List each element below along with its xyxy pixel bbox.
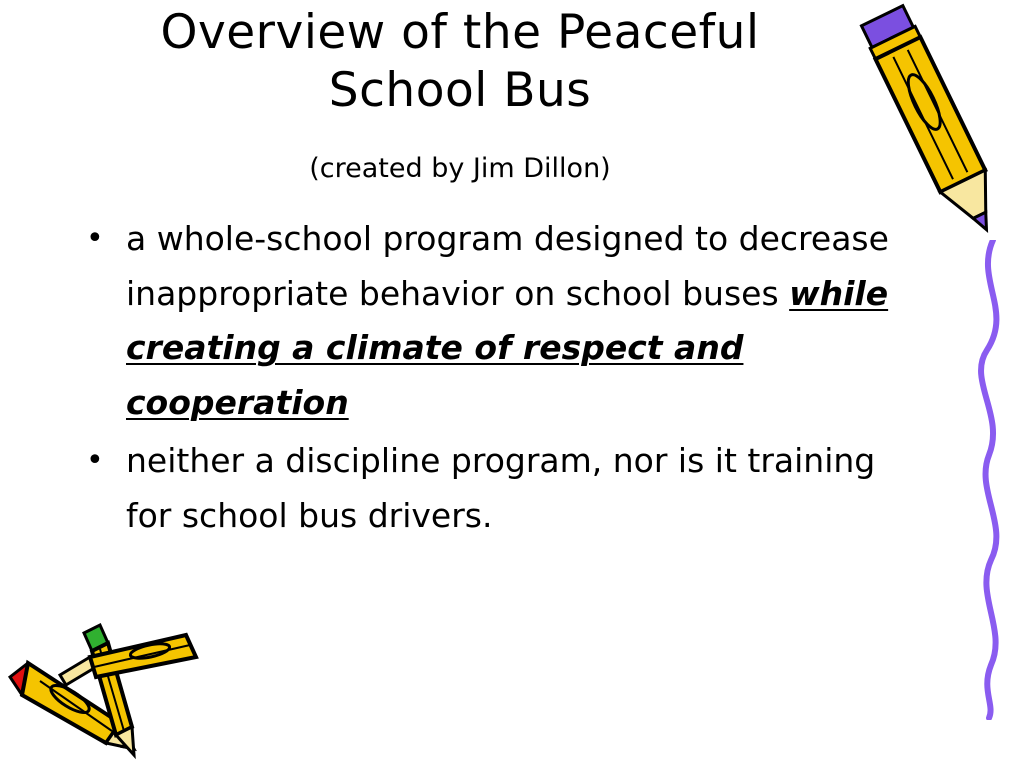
bullet-item-1: [86, 212, 926, 430]
bullet-marker: •: [86, 443, 104, 478]
pencil-icon: [858, 0, 1008, 245]
bullet-text: a whole-school program designed to decrease inappropriate behavior on school buses: [126, 219, 889, 313]
bullet-text: neither a discipline program, nor is it training for school bus drivers.: [126, 441, 876, 535]
slide-title: [60, 4, 860, 120]
title-line-1: Overview of the Peaceful: [160, 5, 760, 60]
bullet-emphasis: while creating a climate of respect and cooperation: [126, 273, 889, 422]
bullet-list: [86, 212, 926, 547]
bullet-item-2: [86, 434, 926, 543]
title-line-2: School Bus: [328, 63, 592, 118]
bullet-marker: •: [86, 221, 104, 256]
squiggle-line-icon: [965, 240, 1020, 720]
slide-subtitle: (created by Jim Dillon): [309, 153, 611, 184]
crossed-pencils-icon: [0, 615, 210, 765]
